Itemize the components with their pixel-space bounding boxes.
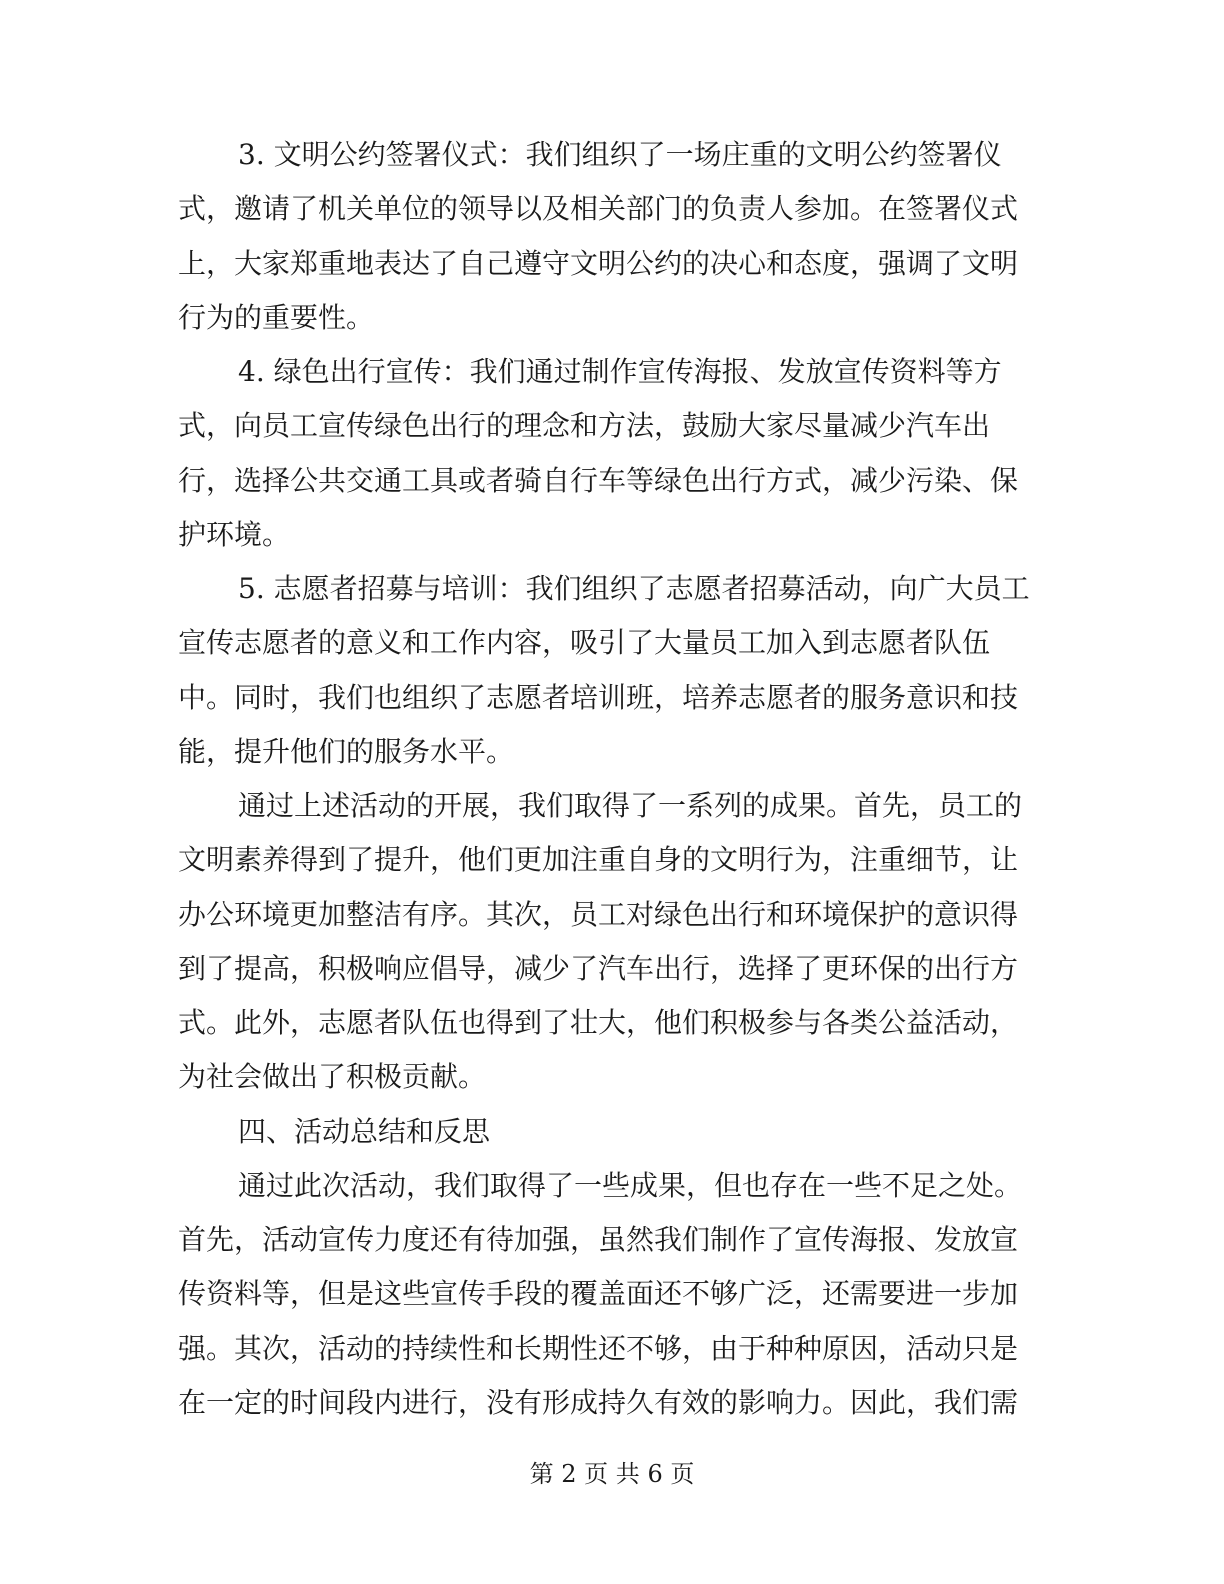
text-line: 式，向员工宣传绿色出行的理念和方法，鼓励大家尽量减少汽车出 xyxy=(178,409,991,443)
document-body xyxy=(178,128,1030,1430)
text-line: 5. 志愿者招募与培训：我们组织了志愿者招募活动，向广大员工 xyxy=(238,572,1030,605)
text-line: 上，大家郑重地表达了自己遵守文明公约的决心和态度，强调了文明 xyxy=(178,246,1019,280)
text-line: 文明素养得到了提升，他们更加注重自身的文明行为，注重细节，让 xyxy=(178,843,1019,877)
text-line: 行为的重要性。 xyxy=(178,300,375,334)
text-line: 宣传志愿者的意义和工作内容，吸引了大量员工加入到志愿者队伍 xyxy=(178,626,991,660)
text-line: 护环境。 xyxy=(178,517,291,551)
text-line: 通过上述活动的开展，我们取得了一系列的成果。首先，员工的 xyxy=(238,789,1023,822)
text-line: 中。同时，我们也组织了志愿者培训班，培养志愿者的服务意识和技 xyxy=(178,680,1019,714)
text-line: 3. 文明公约签署仪式：我们组织了一场庄重的文明公约签署仪 xyxy=(238,138,1002,171)
text-line: 强。其次，活动的持续性和长期性还不够，由于种种原因，活动只是 xyxy=(178,1331,1019,1365)
text-line: 行，选择公共交通工具或者骑自行车等绿色出行方式，减少污染、保 xyxy=(178,463,1019,497)
text-line: 办公环境更加整洁有序。其次，员工对绿色出行和环境保护的意识得 xyxy=(178,897,1019,931)
section-heading: 四、活动总结和反思 xyxy=(238,1114,491,1148)
text-line: 在一定的时间段内进行，没有形成持久有效的影响力。因此，我们需 xyxy=(178,1385,1019,1419)
text-line: 4. 绿色出行宣传：我们通过制作宣传海报、发放宣传资料等方 xyxy=(238,355,1002,388)
text-line: 到了提高，积极响应倡导，减少了汽车出行，选择了更环保的出行方 xyxy=(178,951,1019,985)
text-line: 式，邀请了机关单位的领导以及相关部门的负责人参加。在签署仪式 xyxy=(178,192,1019,226)
text-line: 首先，活动宣传力度还有待加强，虽然我们制作了宣传海报、发放宣 xyxy=(178,1223,1019,1256)
text-line: 通过此次活动，我们取得了一些成果，但也存在一些不足之处。 xyxy=(238,1168,1023,1202)
text-line: 为社会做出了积极贡献。 xyxy=(178,1060,487,1094)
page-number-footer: 第 2 页 共 6 页 xyxy=(529,1460,695,1488)
text-line: 能，提升他们的服务水平。 xyxy=(178,734,515,768)
text-line: 传资料等，但是这些宣传手段的覆盖面还不够广泛，还需要进一步加 xyxy=(178,1277,1019,1311)
text-line: 式。此外，志愿者队伍也得到了壮大，他们积极参与各类公益活动， xyxy=(178,1006,1019,1039)
